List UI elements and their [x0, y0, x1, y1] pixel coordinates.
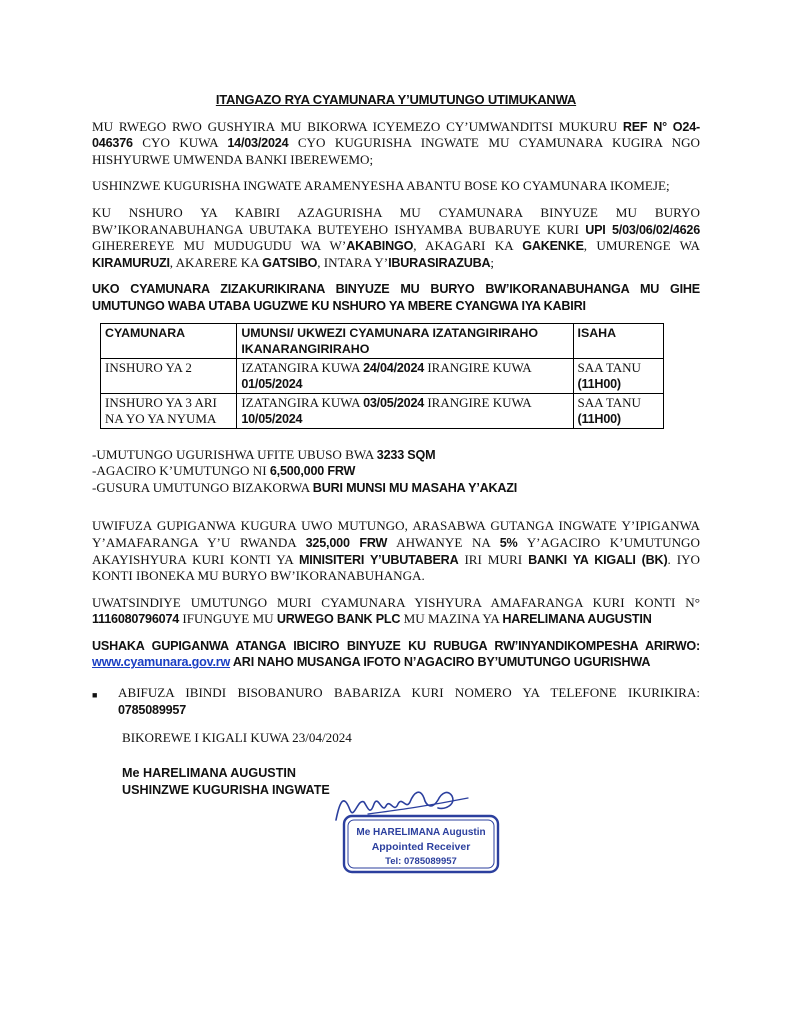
cell-name: GAKENKE [522, 239, 584, 254]
text: IRANGIRE KUWA [424, 359, 531, 375]
text: , AKAGARI KA [413, 238, 523, 254]
decision-date: 14/03/2024 [227, 136, 289, 151]
text: ARI NAHO MUSANGA IFOTO N’AGACIRO BY’UMUTUNGO UGURISHWA [230, 655, 651, 670]
text: Y’AGACIRO K’UMUTUNGO AKAYISHYURA KURI KONTI YA [92, 534, 700, 567]
upi-number: UPI 5/03/06/02/4626 [585, 222, 701, 237]
account-number: 1116080796074 [92, 612, 180, 627]
time-value: (11H00) [577, 411, 621, 426]
table-row [101, 393, 664, 428]
phone-number: 0785089957 [118, 702, 187, 717]
time-label: SAA TANU [577, 359, 641, 375]
paragraph-schedule-intro: UKO CYAMUNARA ZIZAKURIKIRANA BINYUZE MU BURYO BW’IKORANABUHANGA MU GIHE UMUTUNGO WABA UTABA UGUZWE KU NSHURO YA MBERE CYANGWA IYA KABIRI [92, 282, 700, 313]
dates-cell [237, 393, 573, 428]
text: UWATSINDIYE UMUTUNGO MURI CYAMUNARA YISHYURA AMAFARANGA KURI KONTI N° [92, 594, 700, 610]
receiver-stamp [341, 812, 501, 876]
paragraph-website [92, 638, 700, 671]
area-value: 3233 SQM [376, 447, 436, 462]
column-header: UMUNSI/ UKWEZI CYAMUNARA IZATANGIRIRAHO IKANARANGIRIRAHO [237, 323, 573, 358]
contact-text [118, 685, 700, 718]
end-date: 01/05/2024 [241, 376, 303, 391]
text: -GUSURA UMUTUNGO BIZAKORWA [92, 479, 313, 495]
text: IZATANGIRA KUWA [241, 394, 364, 410]
text: CYO KUGURISHA INGWATE MU CYAMUNARA KUGIRA NGO HISHYURWE UMWENDA BANKI IBEREWEMO; [92, 135, 700, 167]
text: . IYO KONTI IBONEKA MU BURYO BW’IKORANABUHANGA. [92, 551, 700, 584]
stamp-line-1: Me HARELIMANA Augustin [356, 827, 486, 838]
bank-name: URWEGO BANK PLC [276, 612, 401, 627]
text: USHAKA GUPIGANWA ATANGA IBICIRO BINYUZE KU RUBUGA RW’INYANDIKOMPESHA ARIRWO: [92, 638, 700, 653]
table-header-row [101, 323, 664, 358]
text: IRANGIRE KUWA [424, 394, 531, 410]
stamp-line-3: Tel: 0785089957 [385, 856, 457, 867]
text: , AKARERE KA [169, 254, 263, 270]
sector-name: KIRAMURUZI [92, 255, 170, 270]
end-date: 10/05/2024 [241, 411, 303, 426]
signature-date: BIKOREWE I KIGALI KUWA 23/04/2024 [122, 730, 352, 746]
time-value: (11H00) [577, 376, 621, 391]
fact-area [92, 447, 700, 464]
signer-role: USHINZWE KUGURISHA INGWATE [122, 782, 330, 797]
table-row [101, 358, 664, 393]
column-header: ISAHA [573, 323, 663, 358]
text: KU NSHURO YA KABIRI AZAGURISHA MU CYAMUNARA BINYUZE MU BURYO BW’IKORANABUHANGA UBUTAKA BUTEYEHO ISHYAMBA BUBARUYE KURI [92, 204, 700, 237]
bank-name: BANKI YA KIGALI (BK) [528, 552, 668, 567]
round-cell: INSHURO YA 2 [101, 358, 237, 393]
text: CYO KUWA [132, 135, 228, 151]
property-value: 6,500,000 FRW [269, 464, 356, 479]
reference-number: REF N° O24-046376 [92, 119, 700, 151]
account-holder: HARELIMANA AUGUSTIN [502, 612, 652, 627]
text: MU MAZINA YA [400, 611, 503, 627]
deposit-amount: 325,000 FRW [305, 535, 388, 550]
time-cell [573, 358, 663, 393]
paragraph-property [92, 205, 700, 271]
text: UWIFUZA GUPIGANWA KUGURA UWO MUTUNGO, ARASABWA GUTANGA INGWATE Y’IPIGANWA Y’AMAFARANGA Y’U RWANDA [92, 518, 700, 550]
property-facts [92, 447, 700, 497]
paragraph-payment [92, 595, 700, 628]
fact-value [92, 463, 700, 480]
column-header: CYAMUNARA [101, 323, 237, 358]
dates-cell [237, 358, 573, 393]
text: ABIFUZA IBINDI BISOBANURO BABARIZA KURI NOMERO YA TELEFONE IKURIKIRA: [118, 685, 700, 701]
village-name: AKABINGO [346, 239, 414, 254]
time-cell [573, 393, 663, 428]
paragraph-announcement: USHINZWE KUGURISHA INGWATE ARAMENYESHA ABANTU BOSE KO CYAMUNARA IKOMEJE; [92, 178, 670, 194]
notice-document [92, 92, 700, 799]
website-link[interactable]: www.cyamunara.gov.rw [92, 655, 231, 670]
text: , INTARA Y’ [317, 254, 389, 270]
visit-time: BURI MUNSI MU MASAHA Y’AKAZI [312, 480, 518, 495]
text: AHWANYE NA [387, 534, 500, 550]
district-name: GATSIBO [262, 255, 318, 270]
text: GIHEREREYE MU MUDUGUDU WA W’ [92, 238, 347, 254]
paragraph-deposit [92, 518, 700, 584]
paragraph-decision [92, 119, 700, 169]
fact-visit [92, 480, 700, 497]
text: IRI MURI [458, 551, 529, 567]
stamp-line-2: Appointed Receiver [371, 841, 471, 853]
ministry-name: MINISITERI Y’UBUTABERA [299, 552, 459, 567]
notice-title: ITANGAZO RYA CYAMUNARA Y’UMUTUNGO UTIMUKANWA [215, 92, 577, 107]
text: IZATANGIRA KUWA [241, 359, 364, 375]
text: -UMUTUNGO UGURISHWA UFITE UBUSO BWA [92, 446, 377, 462]
text: MU RWEGO RWO GUSHYIRA MU BIKORWA ICYEMEZO CY’UMWANDITSI MUKURU [92, 118, 623, 134]
bullet-icon: ■ [92, 690, 98, 701]
round-cell: INSHURO YA 3 ARI NA YO YA NYUMA [101, 393, 237, 428]
text: IFUNGUYE MU [179, 611, 277, 627]
province-name: IBURASIRAZUBA [388, 255, 491, 270]
signer-name: Me HARELIMANA AUGUSTIN [122, 765, 296, 780]
auction-schedule-table [100, 323, 664, 429]
start-date: 24/04/2024 [363, 360, 425, 375]
text: ; [490, 254, 495, 270]
text: -AGACIRO K’UMUTUNGO NI [92, 463, 270, 479]
start-date: 03/05/2024 [363, 395, 425, 410]
deposit-percent: 5% [499, 535, 518, 550]
contact-bullet [92, 685, 700, 718]
text: , UMURENGE WA [583, 238, 700, 254]
time-label: SAA TANU [577, 394, 641, 410]
